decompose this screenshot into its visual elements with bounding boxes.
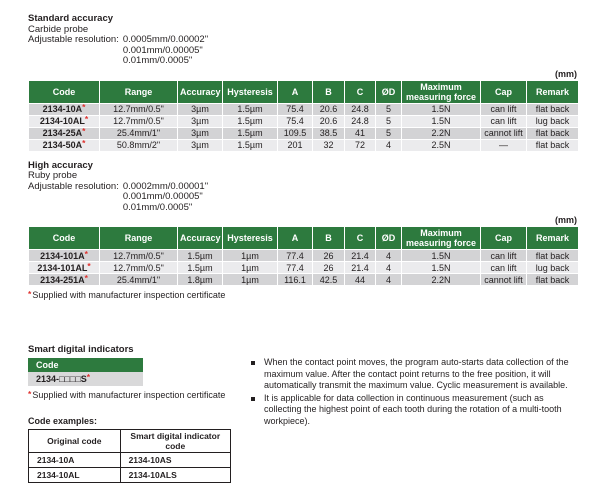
range-cell: 25.4mm/1" bbox=[100, 127, 178, 139]
dim-a-cell: 75.4 bbox=[278, 115, 313, 127]
code-examples-block bbox=[28, 416, 248, 483]
hysteresis-cell: 1µm bbox=[223, 274, 278, 286]
resolution-label: Adjustable resolution: bbox=[28, 180, 119, 192]
high-accuracy-table bbox=[28, 226, 579, 286]
resolution-block-high bbox=[28, 182, 575, 214]
dim-a-cell: 116.1 bbox=[278, 274, 313, 286]
force-cell: 2.2N bbox=[402, 127, 481, 139]
cap-cell: can lift bbox=[481, 250, 527, 262]
header-cell-remark: Remark bbox=[527, 80, 579, 103]
accuracy-cell: 3µm bbox=[178, 139, 223, 151]
standard-accuracy-table bbox=[28, 80, 579, 152]
hysteresis-cell: 1.5µm bbox=[223, 103, 278, 115]
force-cell: 1.5N bbox=[402, 115, 481, 127]
cap-cell: cannot lift bbox=[481, 127, 527, 139]
force-cell: 1.5N bbox=[402, 103, 481, 115]
code-cell bbox=[29, 274, 100, 286]
table-row bbox=[29, 103, 579, 115]
table-row bbox=[29, 453, 231, 468]
resolution-values bbox=[123, 35, 208, 67]
high-accuracy-intro bbox=[28, 161, 575, 214]
smart-code-cell: 2134-10ALS bbox=[120, 468, 230, 483]
accuracy-cell: 3µm bbox=[178, 103, 223, 115]
header-cell-a: A bbox=[278, 227, 313, 250]
header-cell-code: Code bbox=[29, 80, 100, 103]
range-cell: 50.8mm/2" bbox=[100, 139, 178, 151]
accuracy-cell: 3µm bbox=[178, 115, 223, 127]
header-cell-b: B bbox=[313, 227, 345, 250]
resolution-block-standard bbox=[28, 35, 575, 67]
header-cell-range: Range bbox=[100, 80, 178, 103]
code-text: 2134-50A bbox=[42, 140, 83, 150]
header-cell-force: Maximum measuring force bbox=[402, 227, 481, 250]
table-row bbox=[29, 115, 579, 127]
cap-cell: can lift bbox=[481, 262, 527, 274]
force-cell: 1.5N bbox=[402, 262, 481, 274]
header-cell-b: B bbox=[313, 80, 345, 103]
hysteresis-cell: 1µm bbox=[223, 262, 278, 274]
smart-code-header: Code bbox=[28, 358, 143, 372]
dim-b-cell: 20.6 bbox=[313, 103, 345, 115]
dim-a-cell: 77.4 bbox=[278, 262, 313, 274]
dim-c-cell: 24.8 bbox=[345, 103, 376, 115]
header-cell-d: ØD bbox=[376, 227, 402, 250]
dim-b-cell: 32 bbox=[313, 139, 345, 151]
header-cell-hysteresis: Hysteresis bbox=[223, 80, 278, 103]
dim-b-cell: 42.5 bbox=[313, 274, 345, 286]
unit-label: (mm) bbox=[555, 68, 577, 79]
header-cell-smart-code: Smart digital indicator code bbox=[120, 430, 230, 453]
table-header-row bbox=[28, 358, 143, 372]
unit-label: (mm) bbox=[555, 215, 577, 225]
square-bullet-icon bbox=[251, 361, 255, 365]
header-cell-hysteresis: Hysteresis bbox=[223, 227, 278, 250]
remark-cell: flat back bbox=[527, 103, 579, 115]
hysteresis-cell: 1.5µm bbox=[223, 115, 278, 127]
header-cell-force: Maximum measuring force bbox=[402, 80, 481, 103]
certificate-asterisk: * bbox=[87, 260, 91, 271]
certificate-asterisk: * bbox=[82, 126, 86, 136]
table-row bbox=[29, 139, 579, 151]
section-title-high-accuracy: High accuracy bbox=[28, 159, 93, 171]
smart-certificate-footnote bbox=[28, 390, 248, 400]
remark-cell: lug back bbox=[527, 115, 579, 127]
dim-a-cell: 109.5 bbox=[278, 127, 313, 139]
resolution-value: 0.0002mm/0.00001" bbox=[122, 180, 209, 192]
section-title-standard-accuracy: Standard accuracy bbox=[28, 13, 114, 24]
certificate-footnote bbox=[28, 290, 575, 300]
force-cell: 1.5N bbox=[402, 250, 481, 262]
accuracy-cell: 3µm bbox=[178, 127, 223, 139]
header-cell-original-code: Original code bbox=[29, 430, 121, 453]
code-text: 2134-101A bbox=[40, 250, 85, 261]
header-cell-cap: Cap bbox=[481, 227, 527, 250]
standard-accuracy-intro bbox=[28, 14, 575, 67]
smart-code-table bbox=[28, 358, 143, 386]
header-cell-accuracy: Accuracy bbox=[178, 227, 223, 250]
probe-type-standard: Carbide probe bbox=[28, 23, 89, 35]
table-row bbox=[29, 262, 579, 274]
code-cell bbox=[29, 103, 100, 115]
code-cell bbox=[29, 127, 100, 139]
bottom-section bbox=[28, 344, 575, 483]
table-header-row bbox=[29, 430, 231, 453]
dim-a-cell: 75.4 bbox=[278, 103, 313, 115]
range-cell: 12.7mm/0.5" bbox=[100, 250, 178, 262]
note-text: When the contact point moves, the program auto-starts data collection of the maximum value. After the contact point returns to the free position, it will automatically transmit the maximum value. Cyclic measurement is available. bbox=[264, 357, 569, 391]
accuracy-cell: 1.8µm bbox=[178, 274, 223, 286]
square-bullet-icon bbox=[251, 397, 255, 401]
smart-code-value bbox=[28, 372, 143, 386]
code-cell bbox=[29, 115, 100, 127]
code-text: 2134-101AL bbox=[37, 262, 88, 273]
code-examples-table bbox=[28, 429, 231, 483]
note-item bbox=[251, 357, 575, 392]
dim-a-cell: 201 bbox=[278, 139, 313, 151]
dim-d-cell: 5 bbox=[376, 127, 402, 139]
force-cell: 2.2N bbox=[402, 274, 481, 286]
code-text: 2134-□□□□S bbox=[36, 374, 87, 384]
header-cell-c: C bbox=[345, 227, 376, 250]
probe-type-high: Ruby probe bbox=[28, 170, 78, 181]
resolution-value: 0.0005mm/0.00002" bbox=[122, 34, 209, 45]
dim-d-cell: 4 bbox=[376, 139, 402, 151]
dim-c-cell: 72 bbox=[345, 139, 376, 151]
footnote-text: Supplied with manufacturer inspection certificate bbox=[32, 290, 226, 300]
resolution-value: 0.001mm/0.00005" bbox=[122, 44, 203, 56]
header-cell-accuracy: Accuracy bbox=[178, 80, 223, 103]
footnote-text: Supplied with manufacturer inspection certificate bbox=[32, 390, 226, 400]
code-cell bbox=[29, 262, 100, 274]
resolution-value: 0.01mm/0.0005" bbox=[122, 55, 193, 66]
original-code-cell: 2134-10AL bbox=[29, 468, 121, 483]
dim-d-cell: 4 bbox=[376, 250, 402, 262]
smart-indicators-block bbox=[28, 344, 248, 483]
hysteresis-cell: 1.5µm bbox=[223, 139, 278, 151]
smart-indicators-title: Smart digital indicators bbox=[28, 344, 134, 355]
code-text: 2134-251A bbox=[40, 274, 85, 285]
cap-cell: can lift bbox=[481, 115, 527, 127]
table-row bbox=[29, 274, 579, 286]
remark-cell: flat back bbox=[527, 250, 579, 262]
table-row bbox=[29, 468, 231, 483]
certificate-asterisk: * bbox=[28, 289, 32, 299]
table-header-row bbox=[29, 80, 579, 103]
note-text: It is applicable for data collection in continuous measurement (such as collecting the highest point of each tooth during the rotation of a multi-tooth workpiece). bbox=[264, 392, 562, 426]
remark-cell: flat back bbox=[527, 127, 579, 139]
remark-cell: flat back bbox=[527, 274, 579, 286]
dim-b-cell: 26 bbox=[313, 262, 345, 274]
certificate-asterisk: * bbox=[84, 114, 89, 124]
header-cell-a: A bbox=[278, 80, 313, 103]
certificate-asterisk: * bbox=[86, 372, 91, 382]
table-header-row bbox=[29, 227, 579, 250]
header-cell-cap: Cap bbox=[481, 80, 527, 103]
certificate-asterisk: * bbox=[28, 389, 32, 399]
code-text: 2134-10AL bbox=[39, 116, 85, 126]
code-text: 2134-10A bbox=[42, 104, 83, 114]
dim-b-cell: 20.6 bbox=[313, 115, 345, 127]
header-cell-d: ØD bbox=[376, 80, 402, 103]
resolution-label: Adjustable resolution: bbox=[28, 34, 119, 45]
hysteresis-cell: 1.5µm bbox=[223, 127, 278, 139]
certificate-asterisk: * bbox=[82, 102, 86, 112]
certificate-asterisk: * bbox=[84, 248, 88, 259]
accuracy-cell: 1.5µm bbox=[178, 262, 223, 274]
dim-d-cell: 5 bbox=[376, 115, 402, 127]
header-cell-code: Code bbox=[29, 227, 100, 250]
range-cell: 25.4mm/1" bbox=[100, 274, 178, 286]
dim-c-cell: 21.4 bbox=[345, 250, 376, 262]
certificate-asterisk: * bbox=[84, 272, 88, 283]
header-cell-range: Range bbox=[100, 227, 178, 250]
cap-cell: cannot lift bbox=[481, 274, 527, 286]
cap-cell: can lift bbox=[481, 103, 527, 115]
range-cell: 12.7mm/0.5" bbox=[100, 103, 178, 115]
dim-c-cell: 41 bbox=[345, 127, 376, 139]
table-row bbox=[29, 250, 579, 262]
header-cell-remark: Remark bbox=[527, 227, 579, 250]
resolution-value: 0.01mm/0.0005" bbox=[122, 201, 193, 213]
code-cell bbox=[29, 250, 100, 262]
dim-b-cell: 26 bbox=[313, 250, 345, 262]
table-row bbox=[29, 127, 579, 139]
dim-d-cell: 5 bbox=[376, 103, 402, 115]
accuracy-cell: 1.5µm bbox=[178, 250, 223, 262]
dim-a-cell: 77.4 bbox=[278, 250, 313, 262]
resolution-value: 0.001mm/0.00005" bbox=[122, 191, 203, 202]
code-examples-title: Code examples: bbox=[28, 416, 98, 426]
certificate-asterisk: * bbox=[82, 138, 86, 148]
cap-cell: — bbox=[481, 139, 527, 151]
notes-list bbox=[248, 344, 575, 483]
dim-c-cell: 44 bbox=[345, 274, 376, 286]
code-cell bbox=[29, 139, 100, 151]
range-cell: 12.7mm/0.5" bbox=[100, 115, 178, 127]
resolution-values bbox=[123, 182, 208, 214]
note-item bbox=[251, 393, 575, 428]
smart-code-cell: 2134-10AS bbox=[120, 453, 230, 468]
dim-d-cell: 4 bbox=[376, 262, 402, 274]
original-code-cell: 2134-10A bbox=[29, 453, 121, 468]
dim-b-cell: 38.5 bbox=[313, 127, 345, 139]
dim-c-cell: 24.8 bbox=[345, 115, 376, 127]
hysteresis-cell: 1µm bbox=[223, 250, 278, 262]
range-cell: 12.7mm/0.5" bbox=[100, 262, 178, 274]
code-text: 2134-25A bbox=[42, 128, 83, 138]
force-cell: 2.5N bbox=[402, 139, 481, 151]
remark-cell: flat back bbox=[527, 139, 579, 151]
remark-cell: lug back bbox=[527, 262, 579, 274]
dim-d-cell: 4 bbox=[376, 274, 402, 286]
table-row bbox=[28, 372, 143, 386]
header-cell-c: C bbox=[345, 80, 376, 103]
dim-c-cell: 21.4 bbox=[345, 262, 376, 274]
